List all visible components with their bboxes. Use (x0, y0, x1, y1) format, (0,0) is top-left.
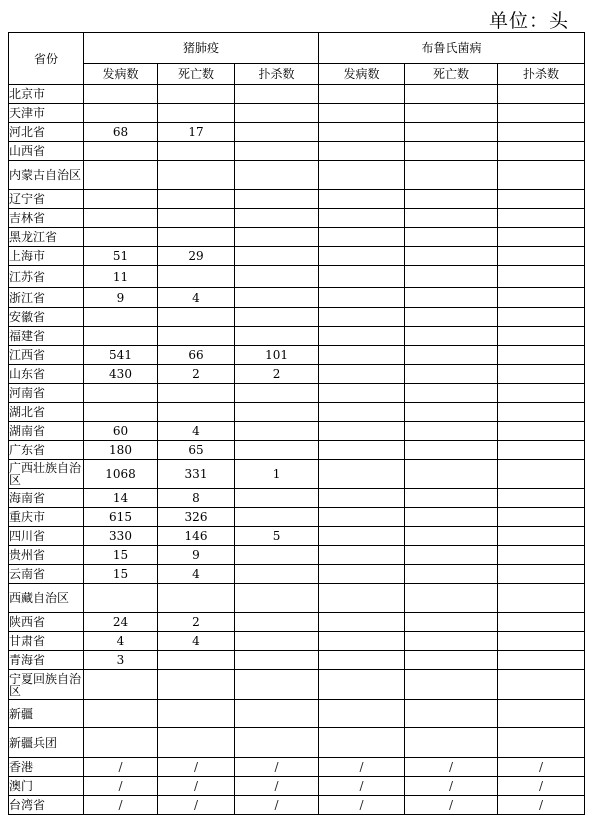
value-cell: 330 (84, 527, 158, 546)
value-cell (498, 422, 585, 441)
value-cell: / (405, 796, 498, 815)
table-row (9, 228, 585, 247)
value-cell: 4 (158, 632, 235, 651)
table-row (9, 670, 585, 700)
table-row (9, 584, 585, 613)
value-cell (405, 85, 498, 104)
value-cell: 51 (84, 247, 158, 266)
unit-label: 单位：头 (488, 10, 569, 32)
value-cell: 4 (158, 422, 235, 441)
value-cell (405, 584, 498, 613)
value-cell (235, 508, 319, 527)
value-cell (319, 527, 405, 546)
table-row (9, 308, 585, 327)
value-cell (319, 327, 405, 346)
value-cell (498, 565, 585, 584)
value-cell (235, 700, 319, 728)
value-cell (319, 228, 405, 247)
value-cell (498, 288, 585, 308)
value-cell (405, 209, 498, 228)
value-cell (498, 365, 585, 384)
value-cell (498, 584, 585, 613)
value-cell (498, 508, 585, 527)
disease-2-header: 布鲁氏菌病 (319, 33, 585, 64)
value-cell (498, 228, 585, 247)
value-cell (235, 441, 319, 460)
value-cell (498, 104, 585, 123)
table-row (9, 441, 585, 460)
value-cell (319, 422, 405, 441)
table-row (9, 613, 585, 632)
province-cell: 西藏自治区 (9, 584, 84, 613)
value-cell: 541 (84, 346, 158, 365)
value-cell (405, 565, 498, 584)
value-cell (498, 460, 585, 489)
province-column-header: 省份 (9, 33, 84, 85)
table-row (9, 758, 585, 777)
value-cell (158, 670, 235, 700)
value-cell (319, 584, 405, 613)
province-cell: 香港 (9, 758, 84, 777)
province-cell: 宁夏回族自治区 (9, 670, 84, 700)
value-cell: 4 (84, 632, 158, 651)
value-cell: 2 (158, 613, 235, 632)
value-cell (235, 209, 319, 228)
value-cell (319, 565, 405, 584)
value-cell: 66 (158, 346, 235, 365)
table-row (9, 247, 585, 266)
disease-1-header: 猪肺疫 (84, 33, 319, 64)
value-cell (319, 384, 405, 403)
table-row (9, 266, 585, 288)
value-cell (319, 123, 405, 142)
value-cell (498, 651, 585, 670)
province-cell: 辽宁省 (9, 190, 84, 209)
province-cell: 广东省 (9, 441, 84, 460)
value-cell (405, 288, 498, 308)
value-cell (498, 670, 585, 700)
value-cell (235, 728, 319, 758)
value-cell (405, 308, 498, 327)
value-cell: / (319, 777, 405, 796)
value-cell (84, 384, 158, 403)
column-header: 发病数 (319, 64, 405, 85)
value-cell: / (235, 758, 319, 777)
province-cell: 天津市 (9, 104, 84, 123)
value-cell (405, 441, 498, 460)
province-cell: 四川省 (9, 527, 84, 546)
value-cell: / (158, 796, 235, 815)
value-cell: / (498, 796, 585, 815)
table-row (9, 632, 585, 651)
value-cell (319, 346, 405, 365)
value-cell (235, 384, 319, 403)
value-cell (319, 308, 405, 327)
value-cell (235, 651, 319, 670)
table-row (9, 728, 585, 758)
value-cell: 8 (158, 489, 235, 508)
value-cell (319, 209, 405, 228)
value-cell (235, 327, 319, 346)
value-cell (319, 728, 405, 758)
value-cell (405, 247, 498, 266)
value-cell (498, 190, 585, 209)
table-row (9, 190, 585, 209)
province-cell: 安徽省 (9, 308, 84, 327)
province-cell: 甘肃省 (9, 632, 84, 651)
value-cell: / (405, 758, 498, 777)
value-cell (405, 123, 498, 142)
province-cell: 内蒙古自治区 (9, 161, 84, 190)
value-cell (498, 266, 585, 288)
province-cell: 广西壮族自治区 (9, 460, 84, 489)
value-cell (319, 651, 405, 670)
table-row (9, 327, 585, 346)
value-cell: 15 (84, 546, 158, 565)
value-cell (498, 209, 585, 228)
value-cell (405, 190, 498, 209)
column-header: 死亡数 (405, 64, 498, 85)
value-cell: / (235, 777, 319, 796)
province-cell: 江西省 (9, 346, 84, 365)
value-cell (158, 190, 235, 209)
value-cell: 615 (84, 508, 158, 527)
table-row (9, 142, 585, 161)
value-cell (84, 161, 158, 190)
table-row (9, 346, 585, 365)
province-cell: 山东省 (9, 365, 84, 384)
value-cell (405, 632, 498, 651)
province-cell: 青海省 (9, 651, 84, 670)
value-cell (319, 288, 405, 308)
province-cell: 澳门 (9, 777, 84, 796)
value-cell (158, 104, 235, 123)
value-cell (84, 670, 158, 700)
value-cell (235, 247, 319, 266)
value-cell: / (158, 758, 235, 777)
value-cell (235, 266, 319, 288)
table-row (9, 384, 585, 403)
value-cell: / (498, 777, 585, 796)
value-cell (235, 422, 319, 441)
value-cell (319, 489, 405, 508)
value-cell: / (319, 758, 405, 777)
value-cell (498, 327, 585, 346)
value-cell (498, 161, 585, 190)
value-cell (235, 308, 319, 327)
value-cell (235, 546, 319, 565)
value-cell: 1 (235, 460, 319, 489)
table-row (9, 565, 585, 584)
province-cell: 台湾省 (9, 796, 84, 815)
table-row (9, 777, 585, 796)
value-cell (235, 489, 319, 508)
value-cell (319, 266, 405, 288)
value-cell (498, 441, 585, 460)
value-cell (158, 700, 235, 728)
value-cell: 17 (158, 123, 235, 142)
province-cell: 新疆 (9, 700, 84, 728)
value-cell (498, 384, 585, 403)
value-cell (405, 365, 498, 384)
value-cell (319, 441, 405, 460)
value-cell (235, 161, 319, 190)
value-cell (158, 209, 235, 228)
value-cell (235, 565, 319, 584)
province-cell: 山西省 (9, 142, 84, 161)
value-cell (84, 700, 158, 728)
value-cell (319, 190, 405, 209)
value-cell (319, 161, 405, 190)
value-cell (235, 190, 319, 209)
column-header: 扑杀数 (498, 64, 585, 85)
table-row (9, 365, 585, 384)
province-cell: 河南省 (9, 384, 84, 403)
value-cell: 9 (158, 546, 235, 565)
value-cell (498, 85, 585, 104)
table-row (9, 104, 585, 123)
value-cell (405, 527, 498, 546)
value-cell (319, 365, 405, 384)
value-cell (235, 403, 319, 422)
value-cell (405, 228, 498, 247)
value-cell (158, 161, 235, 190)
value-cell (405, 384, 498, 403)
value-cell: 5 (235, 527, 319, 546)
table-row (9, 161, 585, 190)
value-cell (319, 460, 405, 489)
value-cell: / (498, 758, 585, 777)
table-row (9, 209, 585, 228)
value-cell (319, 247, 405, 266)
province-cell: 福建省 (9, 327, 84, 346)
province-cell: 黑龙江省 (9, 228, 84, 247)
value-cell: / (235, 796, 319, 815)
table-row (9, 796, 585, 815)
value-cell: 2 (158, 365, 235, 384)
value-cell (319, 700, 405, 728)
value-cell (158, 403, 235, 422)
value-cell (235, 123, 319, 142)
value-cell (405, 104, 498, 123)
value-cell (84, 209, 158, 228)
value-cell (84, 308, 158, 327)
province-cell: 陕西省 (9, 613, 84, 632)
value-cell: 4 (158, 288, 235, 308)
header-row-diseases (9, 33, 585, 64)
value-cell (498, 247, 585, 266)
table-row (9, 527, 585, 546)
value-cell: 326 (158, 508, 235, 527)
value-cell (498, 308, 585, 327)
value-cell (84, 728, 158, 758)
province-cell: 重庆市 (9, 508, 84, 527)
value-cell (405, 728, 498, 758)
value-cell: 180 (84, 441, 158, 460)
table-row (9, 546, 585, 565)
value-cell (158, 584, 235, 613)
value-cell (158, 142, 235, 161)
table-row (9, 85, 585, 104)
value-cell (158, 308, 235, 327)
value-cell (319, 403, 405, 422)
table-row (9, 508, 585, 527)
value-cell (498, 728, 585, 758)
value-cell (405, 670, 498, 700)
province-cell: 湖北省 (9, 403, 84, 422)
value-cell: 24 (84, 613, 158, 632)
table-row (9, 651, 585, 670)
value-cell (405, 161, 498, 190)
value-cell (319, 85, 405, 104)
value-cell (84, 190, 158, 209)
value-cell (498, 700, 585, 728)
value-cell (235, 288, 319, 308)
value-cell (498, 632, 585, 651)
value-cell (84, 403, 158, 422)
province-cell: 浙江省 (9, 288, 84, 308)
province-cell: 河北省 (9, 123, 84, 142)
value-cell (498, 346, 585, 365)
value-cell: 68 (84, 123, 158, 142)
value-cell (158, 651, 235, 670)
province-cell: 湖南省 (9, 422, 84, 441)
value-cell: / (84, 796, 158, 815)
value-cell (405, 327, 498, 346)
value-cell: / (319, 796, 405, 815)
table-row (9, 489, 585, 508)
value-cell (498, 546, 585, 565)
value-cell: 146 (158, 527, 235, 546)
province-cell: 海南省 (9, 489, 84, 508)
value-cell (319, 142, 405, 161)
table-row (9, 422, 585, 441)
table-row (9, 460, 585, 489)
value-cell: 29 (158, 247, 235, 266)
province-cell: 贵州省 (9, 546, 84, 565)
province-cell: 新疆兵团 (9, 728, 84, 758)
value-cell: 60 (84, 422, 158, 441)
value-cell (498, 613, 585, 632)
column-header: 扑杀数 (235, 64, 319, 85)
value-cell (235, 584, 319, 613)
value-cell: 2 (235, 365, 319, 384)
column-header: 死亡数 (158, 64, 235, 85)
value-cell: 11 (84, 266, 158, 288)
value-cell (84, 142, 158, 161)
table-row (9, 403, 585, 422)
value-cell (319, 632, 405, 651)
value-cell (235, 670, 319, 700)
value-cell (405, 546, 498, 565)
value-cell (235, 632, 319, 651)
value-cell (498, 403, 585, 422)
value-cell (319, 613, 405, 632)
value-cell (405, 508, 498, 527)
value-cell (158, 384, 235, 403)
province-cell: 北京市 (9, 85, 84, 104)
table-row (9, 123, 585, 142)
value-cell (498, 527, 585, 546)
value-cell: / (405, 777, 498, 796)
value-cell (405, 651, 498, 670)
value-cell (405, 700, 498, 728)
value-cell: 4 (158, 565, 235, 584)
value-cell (235, 228, 319, 247)
value-cell (405, 613, 498, 632)
value-cell: 331 (158, 460, 235, 489)
value-cell: / (84, 777, 158, 796)
header-row-metrics (9, 64, 585, 85)
value-cell (84, 228, 158, 247)
value-cell (405, 403, 498, 422)
value-cell (405, 460, 498, 489)
value-cell: 1068 (84, 460, 158, 489)
value-cell (405, 266, 498, 288)
value-cell (405, 346, 498, 365)
value-cell: 15 (84, 565, 158, 584)
province-cell: 上海市 (9, 247, 84, 266)
value-cell: 3 (84, 651, 158, 670)
province-cell: 吉林省 (9, 209, 84, 228)
value-cell (405, 142, 498, 161)
value-cell (158, 266, 235, 288)
value-cell (319, 546, 405, 565)
value-cell (319, 104, 405, 123)
disease-statistics-table (8, 32, 585, 815)
table-body (9, 85, 585, 815)
value-cell (498, 489, 585, 508)
value-cell (319, 508, 405, 527)
value-cell (405, 422, 498, 441)
value-cell: / (84, 758, 158, 777)
column-header: 发病数 (84, 64, 158, 85)
value-cell (84, 104, 158, 123)
value-cell (84, 584, 158, 613)
table-row (9, 288, 585, 308)
province-cell: 云南省 (9, 565, 84, 584)
value-cell (405, 489, 498, 508)
value-cell (319, 670, 405, 700)
value-cell (235, 85, 319, 104)
value-cell (84, 85, 158, 104)
value-cell (158, 728, 235, 758)
value-cell (158, 228, 235, 247)
value-cell: 9 (84, 288, 158, 308)
province-cell: 江苏省 (9, 266, 84, 288)
value-cell (498, 142, 585, 161)
value-cell (158, 85, 235, 104)
value-cell (235, 613, 319, 632)
value-cell: 101 (235, 346, 319, 365)
value-cell: 430 (84, 365, 158, 384)
value-cell: 14 (84, 489, 158, 508)
value-cell: 65 (158, 441, 235, 460)
value-cell (158, 327, 235, 346)
value-cell: / (158, 777, 235, 796)
value-cell (235, 104, 319, 123)
value-cell (84, 327, 158, 346)
value-cell (235, 142, 319, 161)
table-row (9, 700, 585, 728)
value-cell (498, 123, 585, 142)
